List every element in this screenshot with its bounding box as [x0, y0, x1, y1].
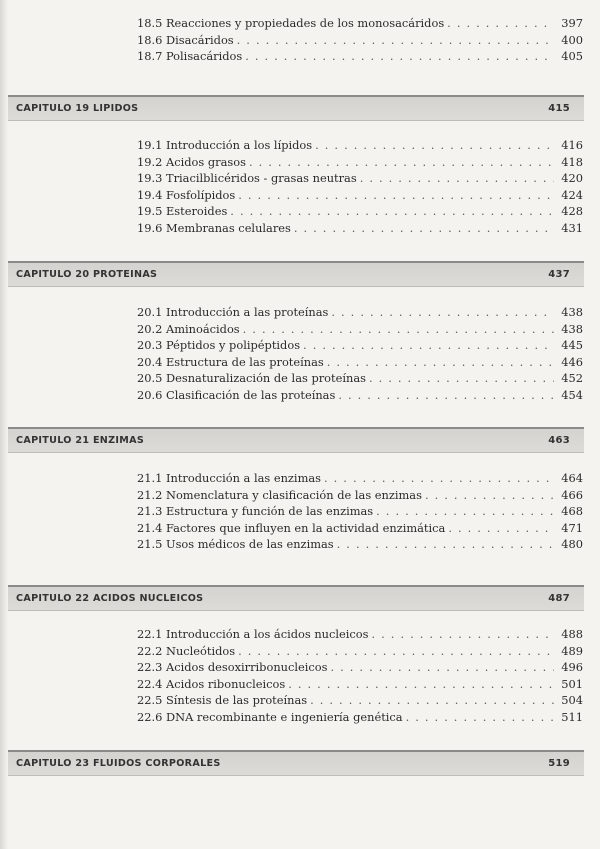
entry-page: 416 — [561, 138, 583, 152]
entry-page: 446 — [561, 354, 583, 369]
toc-entry[interactable] — [137, 304, 583, 321]
toc-entry[interactable] — [137, 32, 583, 49]
toc-entry[interactable] — [137, 321, 583, 338]
toc-entry[interactable] — [137, 520, 583, 537]
entry-title: 22.3 Acidos desoxirribonucleicos — [137, 660, 328, 674]
entry-title: 20.5 Desnaturalización de las proteínas — [137, 371, 366, 385]
entry-title: 20.4 Estructura de las proteínas — [137, 354, 324, 369]
chapter-page: 519 — [548, 758, 570, 769]
toc-entry[interactable] — [137, 187, 583, 204]
entry-page: 431 — [561, 220, 583, 235]
dot-leader — [238, 643, 554, 660]
chapter-page: 415 — [548, 103, 570, 114]
dot-leader — [331, 304, 554, 321]
entry-page: 424 — [561, 187, 583, 202]
dot-leader — [288, 676, 554, 693]
toc-entry[interactable] — [137, 643, 583, 660]
entry-page: 400 — [561, 32, 583, 47]
dot-leader — [310, 692, 554, 709]
entry-title: 18.6 Disacáridos — [137, 32, 234, 47]
dot-leader — [369, 370, 554, 387]
chapter-label: CAPITULO 20 PROTEINAS — [16, 269, 158, 280]
entry-page: 438 — [561, 305, 583, 319]
entry-title: 22.2 Nucleótidos — [137, 643, 236, 658]
dot-leader — [249, 154, 554, 171]
toc-entry[interactable] — [137, 709, 583, 726]
entry-title: 18.5 Reacciones y propiedades de los monosacáridos — [137, 16, 445, 30]
entry-title: 22.4 Acidos ribonucleicos — [137, 676, 286, 691]
dot-leader — [425, 487, 554, 504]
entry-title: 22.1 Introducción a los ácidos nucleicos — [137, 627, 369, 641]
dot-leader — [448, 520, 554, 537]
entry-page: 452 — [561, 371, 583, 385]
entry-page: 454 — [561, 387, 583, 402]
dot-leader — [360, 170, 554, 187]
entry-page: 418 — [561, 154, 583, 169]
entry-title: 19.5 Esteroides — [137, 204, 228, 218]
chapter-header-21[interactable] — [8, 427, 584, 453]
chapter-page: 463 — [548, 435, 570, 446]
entry-page: 489 — [561, 643, 583, 658]
entry-page: 464 — [561, 471, 583, 485]
entry-page: 445 — [561, 338, 583, 352]
dot-leader — [303, 337, 554, 354]
dot-leader — [372, 626, 554, 643]
entry-page: 466 — [561, 487, 583, 502]
toc-entry[interactable] — [137, 203, 583, 220]
entry-title: 18.7 Polisacáridos — [137, 49, 243, 63]
dot-leader — [324, 470, 554, 487]
toc-entry[interactable] — [137, 626, 583, 643]
toc-block-22 — [137, 626, 583, 725]
entry-page: 504 — [561, 693, 583, 707]
entry-title: 21.1 Introducción a las enzimas — [137, 471, 322, 485]
entry-page: 468 — [561, 504, 583, 518]
chapter-label: CAPITULO 19 LIPIDOS — [16, 103, 139, 114]
chapter-header-22[interactable] — [8, 585, 584, 611]
entry-page: 438 — [561, 321, 583, 336]
toc-entry[interactable] — [137, 154, 583, 171]
entry-title: 20.2 Aminoácidos — [137, 321, 240, 336]
dot-leader — [245, 48, 554, 65]
dot-leader — [447, 15, 554, 32]
dot-leader — [243, 321, 554, 338]
entry-page: 496 — [561, 660, 583, 674]
toc-entry[interactable] — [137, 676, 583, 693]
toc-entry[interactable] — [137, 337, 583, 354]
dot-leader — [238, 187, 554, 204]
entry-page: 420 — [561, 171, 583, 185]
chapter-label: CAPITULO 21 ENZIMAS — [16, 435, 145, 446]
toc-entry[interactable] — [137, 503, 583, 520]
toc-entry[interactable] — [137, 487, 583, 504]
page-edge-shadow — [0, 0, 8, 849]
entry-title: 19.3 Triacilblicéridos - grasas neutras — [137, 171, 357, 185]
entry-title: 19.2 Acidos grasos — [137, 154, 246, 169]
toc-entry[interactable] — [137, 220, 583, 237]
dot-leader — [315, 137, 554, 154]
dot-leader — [337, 536, 554, 553]
chapter-header-20[interactable] — [8, 261, 584, 287]
toc-block-18 — [137, 15, 583, 65]
entry-title: 21.4 Factores que influyen en la actividad enzimática — [137, 520, 446, 535]
entry-title: 19.4 Fosfolípidos — [137, 187, 236, 202]
toc-entry[interactable] — [137, 15, 583, 32]
toc-entry[interactable] — [137, 659, 583, 676]
dot-leader — [376, 503, 554, 520]
dot-leader — [406, 709, 554, 726]
dot-leader — [294, 220, 554, 237]
entry-title: 22.6 DNA recombinante e ingeniería genética — [137, 709, 403, 724]
entry-page: 428 — [561, 204, 583, 218]
entry-page: 511 — [561, 709, 583, 724]
dot-leader — [331, 659, 555, 676]
entry-title: 21.3 Estructura y función de las enzimas — [137, 504, 374, 518]
dot-leader — [237, 32, 554, 49]
entry-title: 22.5 Síntesis de las proteínas — [137, 693, 308, 707]
entry-title: 19.1 Introducción a los lípidos — [137, 138, 313, 152]
toc-entry[interactable] — [137, 48, 583, 65]
toc-entry[interactable] — [137, 692, 583, 709]
entry-page: 405 — [561, 49, 583, 63]
chapter-page: 487 — [548, 593, 570, 604]
toc-entry[interactable] — [137, 370, 583, 387]
toc-entry[interactable] — [137, 354, 583, 371]
toc-block-19 — [137, 137, 583, 236]
toc-entry[interactable] — [137, 137, 583, 154]
chapter-header-19[interactable] — [8, 95, 584, 121]
entry-page: 501 — [561, 676, 583, 691]
entry-page: 480 — [561, 537, 583, 551]
chapter-label: CAPITULO 23 FLUIDOS CORPORALES — [16, 758, 221, 769]
entry-page: 397 — [561, 16, 583, 30]
entry-title: 20.1 Introducción a las proteínas — [137, 305, 329, 319]
entry-title: 20.6 Clasificación de las proteínas — [137, 387, 336, 402]
chapter-label: CAPITULO 22 ACIDOS NUCLEICOS — [16, 593, 204, 604]
toc-block-20 — [137, 304, 583, 403]
chapter-page: 437 — [548, 269, 570, 280]
entry-title: 19.6 Membranas celulares — [137, 220, 291, 235]
dot-leader — [338, 387, 554, 404]
toc-entry[interactable] — [137, 536, 583, 553]
toc-entry[interactable] — [137, 170, 583, 187]
toc-entry[interactable] — [137, 387, 583, 404]
entry-page: 471 — [561, 520, 583, 535]
chapter-header-23[interactable] — [8, 750, 584, 776]
entry-title: 21.5 Usos médicos de las enzimas — [137, 537, 334, 551]
dot-leader — [327, 354, 554, 371]
toc-entry[interactable] — [137, 470, 583, 487]
entry-page: 488 — [561, 627, 583, 641]
entry-title: 20.3 Péptidos y polipéptidos — [137, 338, 301, 352]
entry-title: 21.2 Nomenclatura y clasificación de las enzimas — [137, 487, 422, 502]
dot-leader — [230, 203, 554, 220]
toc-block-21 — [137, 470, 583, 553]
